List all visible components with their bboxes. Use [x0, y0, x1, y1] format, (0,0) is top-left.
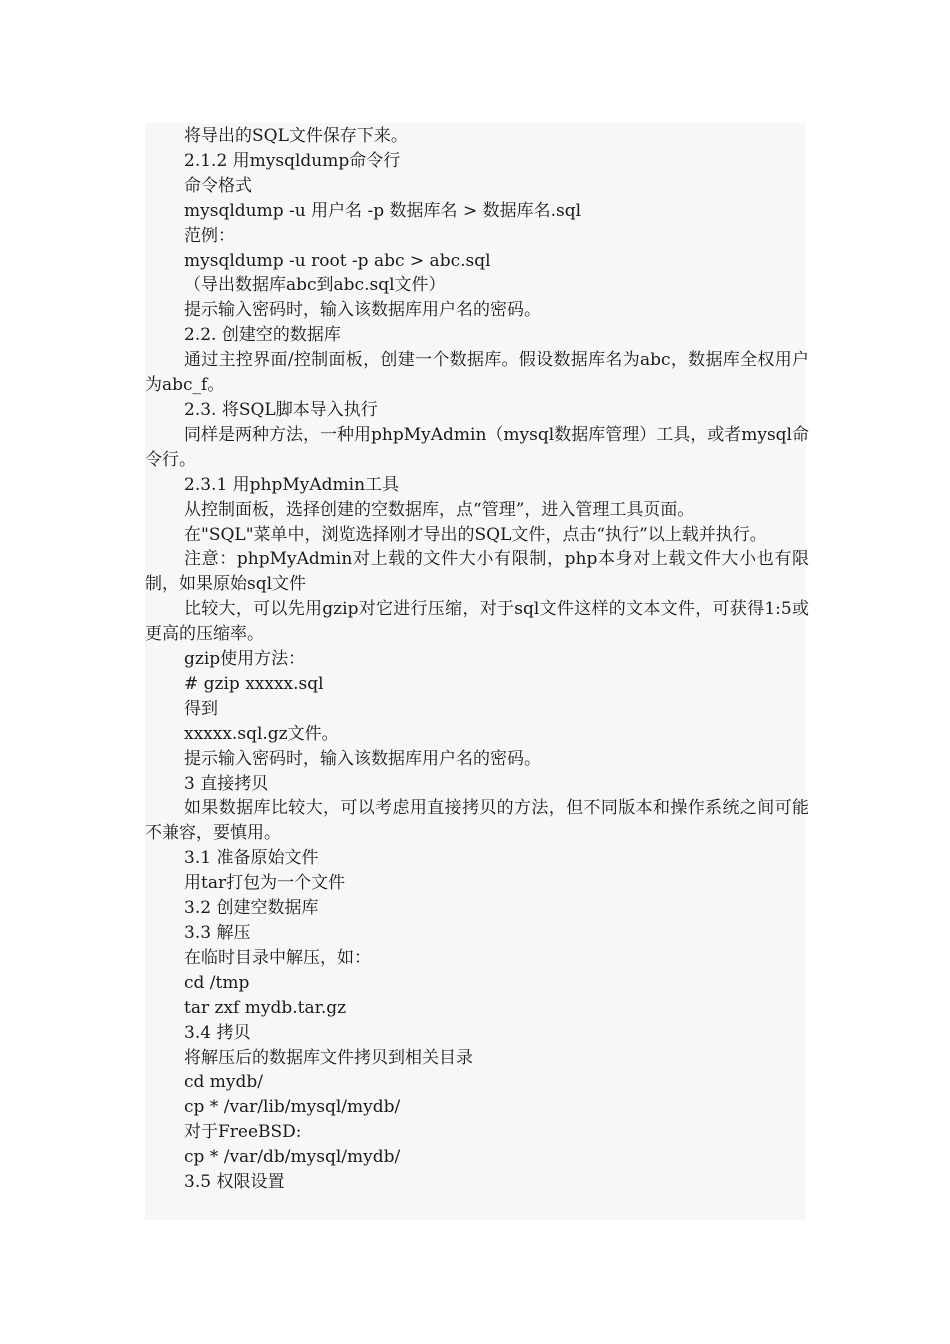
- paragraph: 在临时目录中解压，如：: [184, 947, 371, 968]
- document-body: [145, 124, 809, 1195]
- section-heading: 2.1.2 用mysqldump命令行: [184, 150, 401, 171]
- section-heading: 2.2. 创建空的数据库: [184, 325, 341, 346]
- paragraph: gzip使用方法：: [184, 649, 306, 670]
- paragraph: 对于FreeBSD:: [184, 1122, 302, 1143]
- section-heading: 3.1 准备原始文件: [184, 848, 319, 869]
- paragraph: 在"SQL"菜单中，浏览选择刚才导出的SQL文件，点击“执行”以上载并执行。: [184, 524, 767, 545]
- code-line: cd mydb/: [184, 1072, 264, 1093]
- paragraph: 用tar打包为一个文件: [184, 873, 346, 894]
- paragraph: 注意：phpMyAdmin对上载的文件大小有限制，php本身对上载文件大小也有限制，如果原始sql文件: [145, 549, 809, 595]
- code-line: cp * /var/lib/mysql/mydb/: [184, 1097, 401, 1118]
- section-heading: 3.5 权限设置: [184, 1172, 285, 1193]
- section-heading: 2.3.1 用phpMyAdmin工具: [184, 474, 400, 495]
- code-line: # gzip xxxxx.sql: [184, 673, 324, 694]
- paragraph: 命令格式: [184, 175, 252, 196]
- paragraph: 同样是两种方法，一种用phpMyAdmin（mysql数据库管理）工具，或者mysql命令行。: [145, 424, 809, 470]
- code-line: cd /tmp: [184, 972, 250, 993]
- section-heading: 3.3 解压: [184, 923, 251, 943]
- code-line: mysqldump -u root -p abc > abc.sql: [184, 250, 491, 271]
- paragraph: （导出数据库abc到abc.sql文件）: [184, 275, 446, 296]
- paragraph: 提示输入密码时，输入该数据库用户名的密码。: [184, 748, 541, 769]
- paragraph: 提示输入密码时，输入该数据库用户名的密码。: [184, 300, 541, 321]
- paragraph: 如果数据库比较大，可以考虑用直接拷贝的方法，但不同版本和操作系统之间可能不兼容，要慎用。: [145, 798, 809, 844]
- paragraph: 比较大，可以先用gzip对它进行压缩，对于sql文件这样的文本文件，可获得1:5或更高的压缩率。: [145, 599, 809, 645]
- paragraph: 范例：: [184, 225, 235, 246]
- paragraph: 得到: [184, 698, 218, 719]
- paragraph: 通过主控界面/控制面板，创建一个数据库。假设数据库名为abc，数据库全权用户为abc_f。: [145, 350, 809, 396]
- code-line: tar zxf mydb.tar.gz: [184, 997, 347, 1018]
- section-heading: 3.4 拷贝: [184, 1022, 251, 1043]
- section-heading: 3 直接拷贝: [184, 773, 269, 794]
- paragraph: 将导出的SQL文件保存下来。: [184, 126, 408, 146]
- paragraph: 从控制面板，选择创建的空数据库，点“管理”，进入管理工具页面。: [184, 499, 695, 520]
- code-line: mysqldump -u 用户名 -p 数据库名 > 数据库名.sql: [184, 200, 582, 221]
- section-heading: 2.3. 将SQL脚本导入执行: [184, 399, 378, 420]
- paragraph: xxxxx.sql.gz文件。: [184, 723, 339, 744]
- section-heading: 3.2 创建空数据库: [184, 898, 319, 919]
- code-line: cp * /var/db/mysql/mydb/: [184, 1147, 401, 1168]
- paragraph: 将解压后的数据库文件拷贝到相关目录: [184, 1047, 473, 1068]
